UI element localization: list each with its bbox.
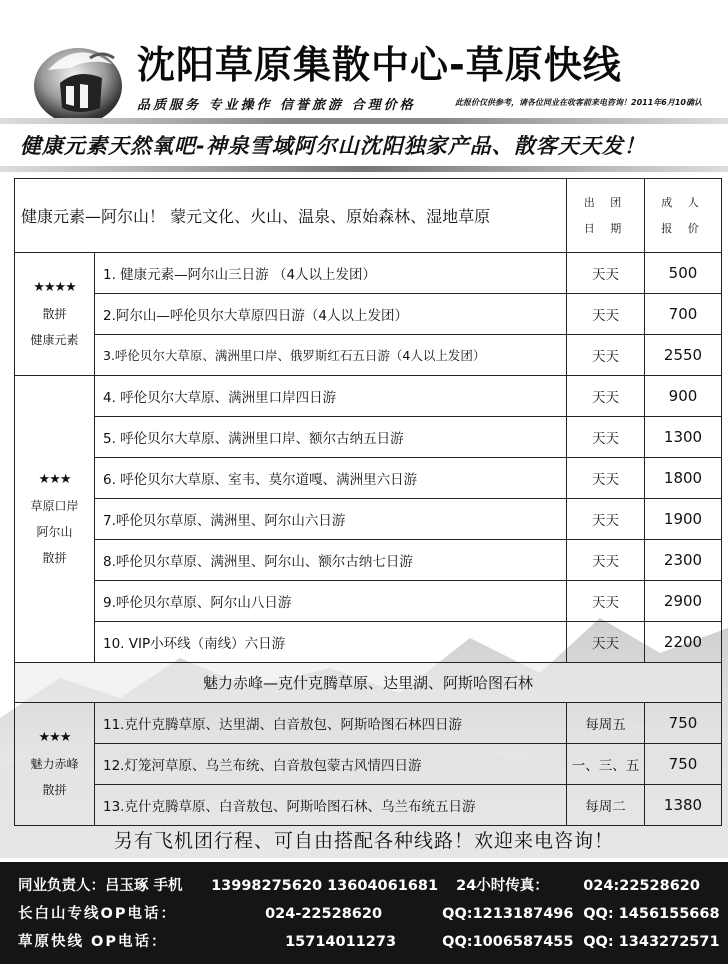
departure-date: 天天 [567,253,645,294]
route-name: 13.克什克腾草原、白音敖包、阿斯哈图石林、乌兰布统五日游 [95,785,567,826]
adult-price: 2900 [645,581,722,622]
slogan: 品质服务 专业操作 信誉旅游 合理价格 [137,98,416,113]
departure-date: 天天 [567,376,645,417]
departure-date: 一、三、五 [567,744,645,785]
table-row [15,253,722,294]
departure-date: 天天 [567,581,645,622]
price-notice: 此报价仅供参考，请各位同业在收客前来电咨询！2011年6月10确认 [455,98,702,107]
table-row [15,785,722,826]
departure-date: 天天 [567,417,645,458]
table-row [15,417,722,458]
contact-row-changbaishan: 长白山专线OP电话： 024-22528620 QQ:1213187496 QQ: 1456155668 [18,906,720,922]
adult-price: 900 [645,376,722,417]
adult-price: 700 [645,294,722,335]
adult-price: 750 [645,744,722,785]
route-name: 4. 呼伦贝尔大草原、满洲里口岸四日游 [95,376,567,417]
divider-top [0,118,728,124]
adult-price: 1900 [645,499,722,540]
col-header-price: 成 人 报 价 [645,179,722,253]
route-name: 9.呼伦贝尔草原、阿尔山八日游 [95,581,567,622]
adult-price: 1380 [645,785,722,826]
adult-price: 2300 [645,540,722,581]
contact-row-agent: 同业负责人：吕玉琢 手机 13998275620 13604061681 24小时传真： 024:22528620 [18,878,700,894]
footer-note: 另有飞机团行程、可自由搭配各种线路！欢迎来电咨询！ [113,830,614,852]
table-row [15,622,722,663]
category-grassland: ★★★ 草原口岸 阿尔山 散拼 [15,376,95,663]
departure-date: 天天 [567,294,645,335]
category-chifeng: ★★★ 魅力赤峰 散拼 [15,703,95,826]
divider-bottom [0,166,728,172]
route-name: 12.灯笼河草原、乌兰布统、白音敖包蒙古风情四日游 [95,744,567,785]
departure-date: 天天 [567,499,645,540]
table-row [15,499,722,540]
route-name: 2.阿尔山—呼伦贝尔大草原四日游（4人以上发团） [95,294,567,335]
table-row [15,581,722,622]
departure-date: 每周二 [567,785,645,826]
departure-date: 天天 [567,335,645,376]
adult-price: 2550 [645,335,722,376]
table-row [15,744,722,785]
col-header-date: 出 团 日 期 [567,179,645,253]
table-row [15,458,722,499]
adult-price: 750 [645,703,722,744]
subheadline: 健康元素天然氧吧-神泉雪域阿尔山沈阳独家产品、散客天天发！ [20,134,646,158]
page-title: 沈阳草原集散中心-草原快线 [137,43,622,87]
adult-price: 2200 [645,622,722,663]
table-row [15,335,722,376]
departure-date: 天天 [567,622,645,663]
route-name: 8.呼伦贝尔草原、满洲里、阿尔山、额尔古纳七日游 [95,540,567,581]
section-title-arxan: 健康元素—阿尔山！ 蒙元文化、火山、温泉、原始森林、湿地草原 [15,179,567,253]
departure-date: 天天 [567,458,645,499]
route-name: 5. 呼伦贝尔大草原、满洲里口岸、额尔古纳五日游 [95,417,567,458]
category-health: ★★★★ 散拼 健康元素 [15,253,95,376]
table-row [15,294,722,335]
contact-row-grassland: 草原快线 OP电话： 15714011273 QQ:1006587455 QQ: 1343272571 [18,934,720,950]
section-title-chifeng: 魅力赤峰—克什克腾草原、达里湖、阿斯哈图石林 [15,663,722,703]
adult-price: 1300 [645,417,722,458]
table-row [15,376,722,417]
star-rating-icon: ★★★ [38,730,71,745]
route-name: 11.克什克腾草原、达里湖、白音敖包、阿斯哈图石林四日游 [95,703,567,744]
price-table [14,178,721,818]
route-name: 6. 呼伦贝尔大草原、室韦、莫尔道嘎、满洲里六日游 [95,458,567,499]
table-row [15,703,722,744]
adult-price: 500 [645,253,722,294]
route-name: 10. VIP小环线（南线）六日游 [95,622,567,663]
table-row [15,540,722,581]
logo-icon [30,28,130,128]
contact-footer [0,862,728,964]
star-rating-icon: ★★★★ [33,280,76,295]
route-name: 1. 健康元素—阿尔山三日游 （4人以上发团） [95,253,567,294]
departure-date: 每周五 [567,703,645,744]
departure-date: 天天 [567,540,645,581]
route-name: 7.呼伦贝尔草原、满洲里、阿尔山六日游 [95,499,567,540]
adult-price: 1800 [645,458,722,499]
star-rating-icon: ★★★ [38,472,71,487]
route-name: 3.呼伦贝尔大草原、满洲里口岸、俄罗斯红石五日游（4人以上发团） [95,335,567,376]
